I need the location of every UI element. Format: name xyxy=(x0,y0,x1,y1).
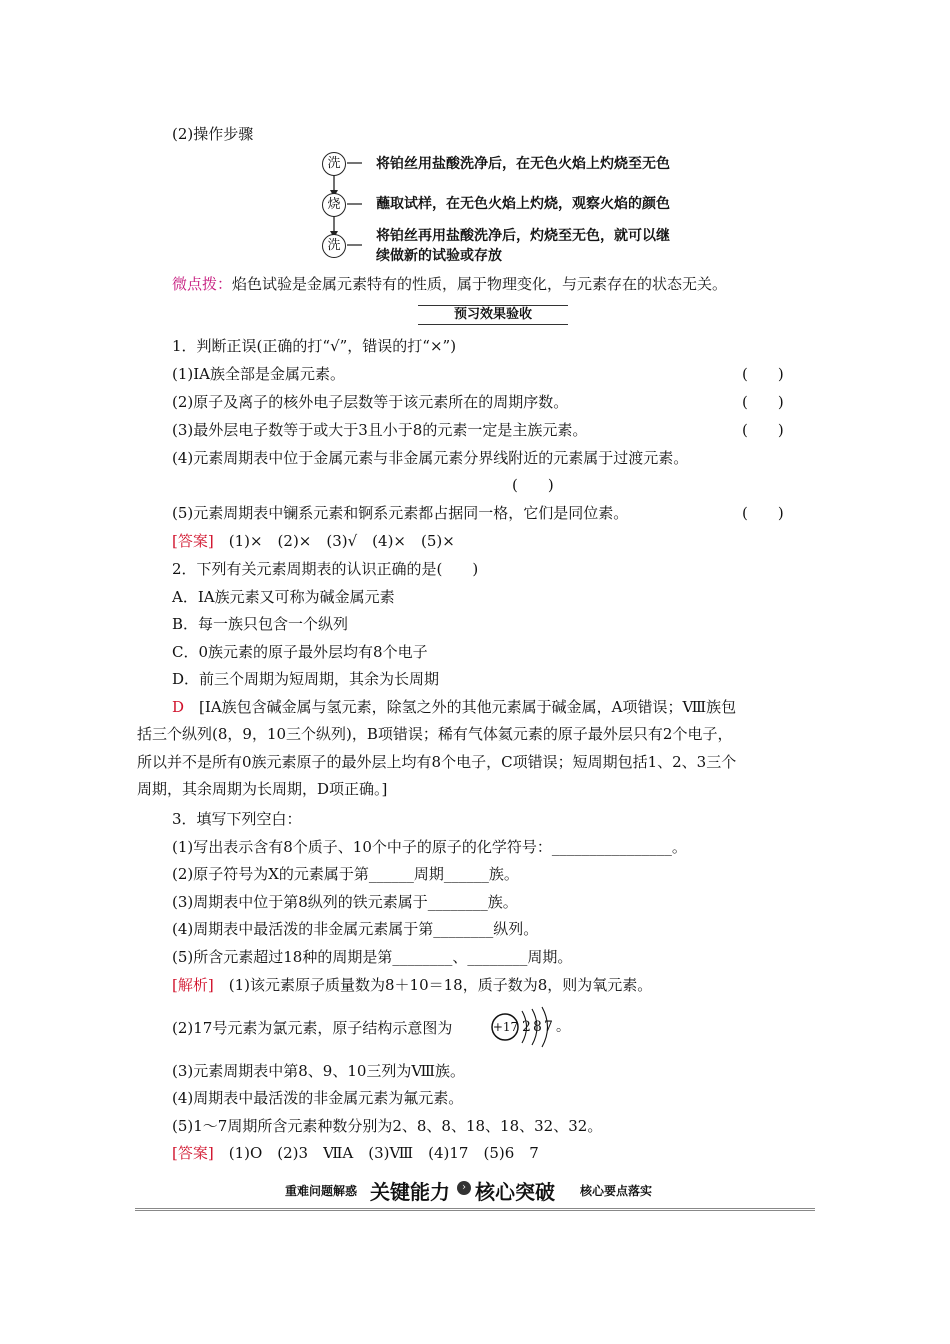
flow-step-wash-icon: 洗 xyxy=(322,152,346,176)
nucleus-charge: +17 xyxy=(492,1020,519,1034)
flow-step-2-text: 蘸取试样，在无色火焰上灼烧，观察火焰的颜色 xyxy=(376,196,670,212)
q2-explain-line-2: 括三个纵列(8，9，10三个纵列)，B项错误；稀有气体氦元素的原子最外层只有2个电子， xyxy=(137,725,733,743)
q1-item-2: (2)原子及离子的核外电子层数等于该元素所在的周期序数。 xyxy=(172,393,569,411)
q1-item-5: (5)元素周期表中镧系元素和锕系元素都占据同一格，它们是同位素。 xyxy=(172,504,629,522)
q3-item-1: (1)写出表示含有8个质子、10个中子的原子的化学符号：________________。 xyxy=(172,838,687,856)
q1-bracket-2: ( ) xyxy=(742,393,784,411)
q2-option-c: C．0族元素的原子最外层均有8个电子 xyxy=(172,643,428,661)
tip xyxy=(172,274,727,294)
shell-1-electrons: 2 xyxy=(522,1019,531,1035)
q2-explain-line-1 xyxy=(172,697,736,717)
q2-explain-text-1: [ⅠA族包含碱金属与氢元素，除氢之外的其他元素属于碱金属，A项错误；Ⅷ族包 xyxy=(199,698,737,716)
q3-analysis-1 xyxy=(172,975,652,995)
q2-stem: 2．下列有关元素周期表的认识正确的是( ) xyxy=(172,560,479,578)
q1-bracket-3: ( ) xyxy=(742,421,784,439)
q2-option-b: B．每一族只包含一个纵列 xyxy=(172,615,349,633)
section-banner: 预习效果验收 xyxy=(418,305,568,325)
q3-item-5: (5)所含元素超过18种的周期是第________、________周期。 xyxy=(172,948,573,966)
flow-step-burn-icon: 烧 xyxy=(322,193,346,217)
flow-step-3-text-cont: 续做新的试验或存放 xyxy=(376,248,502,264)
q3-analysis-2: (2)17号元素为氯元素，原子结构示意图为 xyxy=(172,1019,453,1037)
q3-analysis-label: [解析] xyxy=(172,976,214,994)
footer-title-2: 核心突破 xyxy=(475,1180,555,1204)
q3-stem: 3．填写下列空白： xyxy=(172,810,302,828)
q1-bracket-5: ( ) xyxy=(742,504,784,522)
q1-answer-text: (1)× (2)× (3)√ (4)× (5)× xyxy=(228,532,455,550)
q3-analysis-4: (4)周期表中最活泼的非金属元素为氟元素。 xyxy=(172,1089,464,1107)
q3-answer-text: (1)O (2)3 ⅦA (3)Ⅷ (4)17 (5)6 7 xyxy=(228,1144,539,1162)
footer-right-text: 核心要点落实 xyxy=(580,1184,653,1198)
q1-stem: 1．判断正误(正确的打“√”，错误的打“×”) xyxy=(172,337,457,355)
q3-item-2: (2)原子符号为X的元素属于第______周期______族。 xyxy=(172,865,519,883)
shell-3-electrons: 7 xyxy=(544,1019,553,1035)
q2-option-d: D．前三个周期为短周期，其余为长周期 xyxy=(172,670,440,688)
operation-flow-diagram xyxy=(322,150,682,270)
q3-answer-label: [答案] xyxy=(172,1144,214,1162)
q3-item-3: (3)周期表中位于第8纵列的铁元素属于________族。 xyxy=(172,893,518,911)
q2-answer-letter: D xyxy=(172,698,185,716)
footer-title-1: 关键能力 xyxy=(370,1180,450,1204)
q3-analysis-text-1: (1)该元素原子质量数为8＋10＝18，质子数为8，则为氧元素。 xyxy=(228,976,653,994)
footer-arrow-icon: › xyxy=(457,1181,471,1195)
flow-step-wash-again-icon: 洗 xyxy=(322,234,346,258)
tip-text: 焰色试验是金属元素特有的性质，属于物理变化，与元素存在的状态无关。 xyxy=(232,275,728,293)
footer-banner xyxy=(135,1176,815,1211)
q3-answer xyxy=(172,1143,539,1163)
q3-analysis-3: (3)元素周期表中第8、9、10三列为Ⅷ族。 xyxy=(172,1062,466,1080)
q1-answer xyxy=(172,531,455,551)
q1-item-3: (3)最外层电子数等于或大于3且小于8的元素一定是主族元素。 xyxy=(172,421,588,439)
q1-item-1: (1)ⅠA族全部是金属元素。 xyxy=(172,365,346,383)
analysis-2-period: 。 xyxy=(556,1019,570,1035)
q2-explain-line-4: 周期，其余周期为长周期，D项正确。] xyxy=(137,780,388,798)
q3-analysis-5: (5)1～7周期所含元素种数分别为2、8、8、18、18、32、32。 xyxy=(172,1117,603,1135)
q1-bracket-4: ( ) xyxy=(512,476,554,494)
q2-option-a: A．ⅠA族元素又可称为碱金属元素 xyxy=(172,588,395,606)
q1-item-4: (4)元素周期表中位于金属元素与非金属元素分界线附近的元素属于过渡元素。 xyxy=(172,449,689,467)
q1-bracket-1: ( ) xyxy=(742,365,784,383)
q2-explain-line-3: 所以并不是所有0族元素原子的最外层上均有8个电子，C项错误；短周期包括1、2、3三个 xyxy=(137,753,737,771)
tip-label: 微点拨： xyxy=(172,275,233,293)
flow-step-3-text: 将铂丝再用盐酸洗净后，灼烧至无色，就可以继 xyxy=(376,228,670,244)
section-heading: (2)操作步骤 xyxy=(172,125,254,143)
q1-answer-label: [答案] xyxy=(172,532,214,550)
flow-step-1-text: 将铂丝用盐酸洗净后，在无色火焰上灼烧至无色 xyxy=(376,156,670,172)
shell-2-electrons: 8 xyxy=(533,1019,542,1035)
footer-left-text: 重难问题解惑 xyxy=(285,1184,358,1198)
q3-item-4: (4)周期表中最活泼的非金属元素属于第________纵列。 xyxy=(172,920,539,938)
atom-structure-diagram xyxy=(490,1004,576,1050)
